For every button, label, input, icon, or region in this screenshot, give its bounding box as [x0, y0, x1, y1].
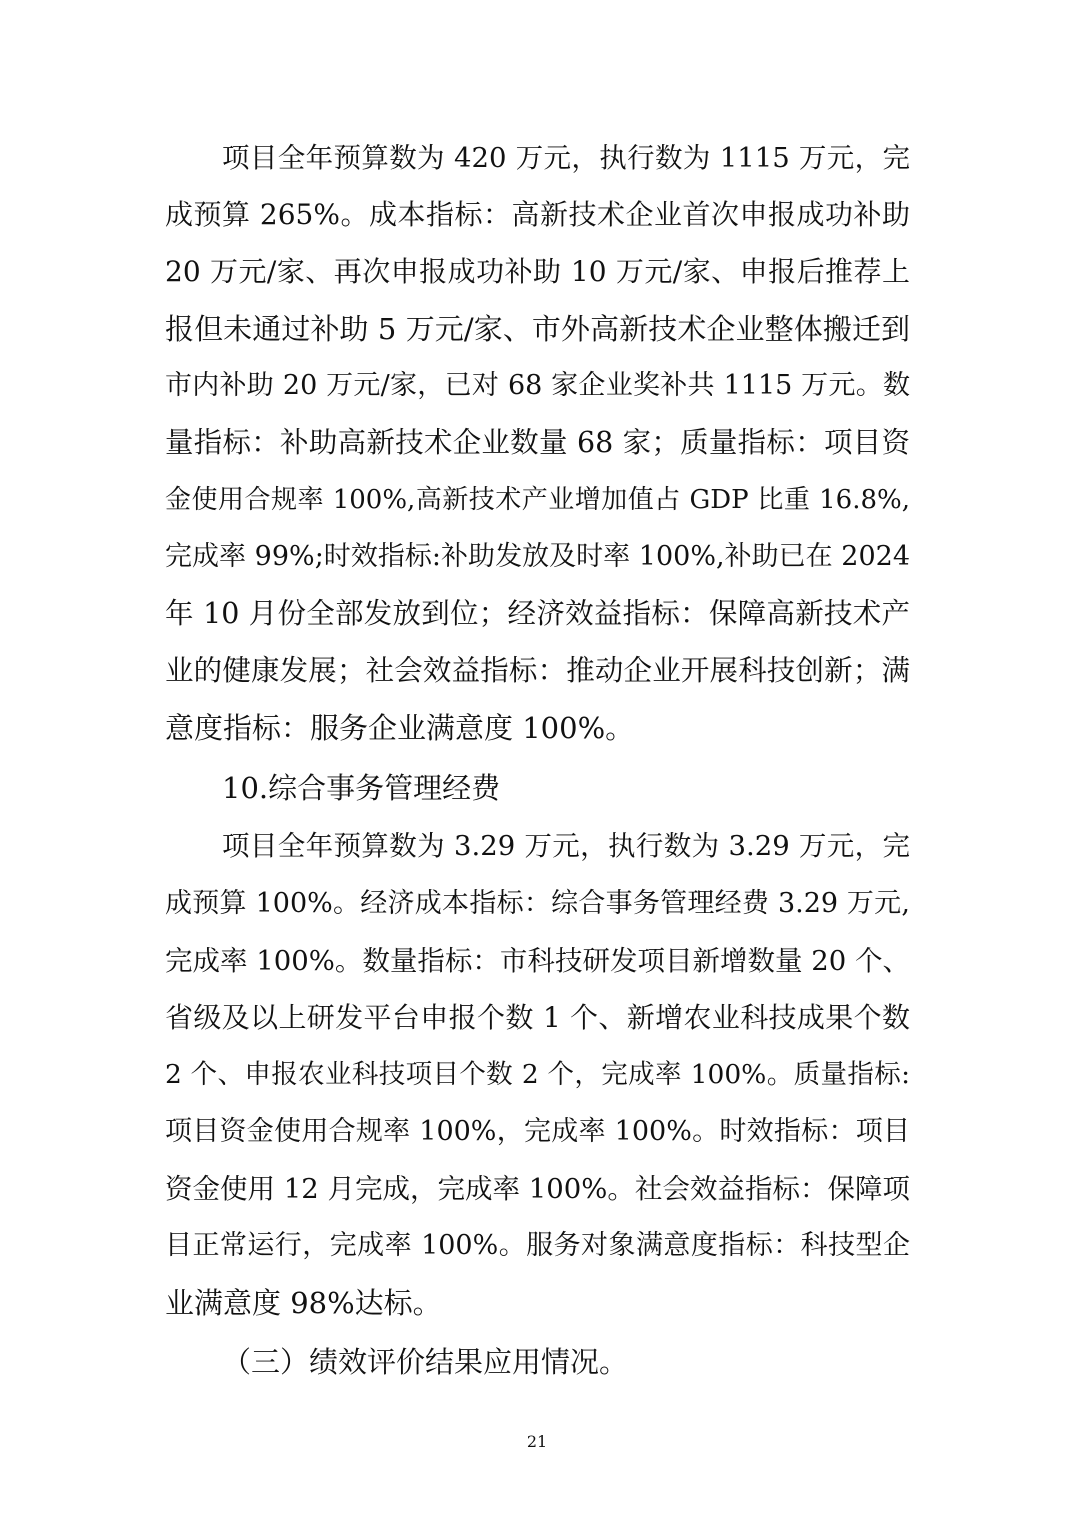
paragraph1-line-6: 量指标：补助高新技术企业数量 68 家；质量指标：项目资: [165, 426, 910, 459]
paragraph1-line-10: 业的健康发展；社会效益指标：推动企业开展科技创新；满: [165, 654, 910, 687]
paragraph1-line-3: 20 万元/家、再次申报成功补助 10 万元/家、申报后推荐上: [165, 255, 910, 288]
paragraph2-line-9: 业满意度 98%达标。: [165, 1286, 442, 1320]
paragraph1-line-8: 完成率 99%;时效指标:补助发放及时率 100%,补助已在 2024: [165, 541, 910, 572]
paragraph2-line-6: 项目资金使用合规率 100%，完成率 100%。时效指标：项目: [165, 1116, 910, 1147]
section-heading-3: （三）绩效评价结果应用情况。: [222, 1345, 629, 1379]
paragraph1-line-4: 报但未通过补助 5 万元/家、市外高新技术企业整体搬迁到: [165, 312, 910, 346]
paragraph2-line-8: 目正常运行，完成率 100%。服务对象满意度指标：科技型企: [165, 1230, 910, 1261]
paragraph2-line-7: 资金使用 12 月完成，完成率 100%。社会效益指标：保障项: [165, 1173, 910, 1205]
paragraph2-line-3: 完成率 100%。数量指标：市科技研发项目新增数量 20 个、: [165, 945, 910, 977]
paragraph2-line-1: 项目全年预算数为 3.29 万元，执行数为 3.29 万元，完: [222, 830, 910, 862]
paragraph2-line-4: 省级及以上研发平台申报个数 1 个、新增农业科技成果个数: [165, 1001, 910, 1034]
paragraph1-line-9: 年 10 月份全部发放到位；经济效益指标：保障高新技术产: [165, 597, 910, 630]
paragraph1-line-1: 项目全年预算数为 420 万元，执行数为 1115 万元，完: [222, 142, 910, 174]
page-number: 21: [526, 1432, 548, 1451]
paragraph2-line-2: 成预算 100%。经济成本指标：综合事务管理经费 3.29 万元,: [165, 888, 910, 919]
paragraph2-line-5: 2 个、申报农业科技项目个数 2 个，完成率 100%。质量指标:: [165, 1059, 910, 1090]
paragraph1-line-2: 成预算 265%。成本指标：高新技术企业首次申报成功补助: [165, 198, 910, 231]
paragraph1-line-7: 金使用合规率 100%,高新技术产业增加值占 GDP 比重 16.8%,: [165, 485, 910, 515]
paragraph1-line-5: 市内补助 20 万元/家，已对 68 家企业奖补共 1115 万元。数: [165, 370, 910, 401]
paragraph1-line-11: 意度指标：服务企业满意度 100%。: [165, 711, 635, 745]
section-heading-10: 10.综合事务管理经费: [222, 771, 501, 805]
